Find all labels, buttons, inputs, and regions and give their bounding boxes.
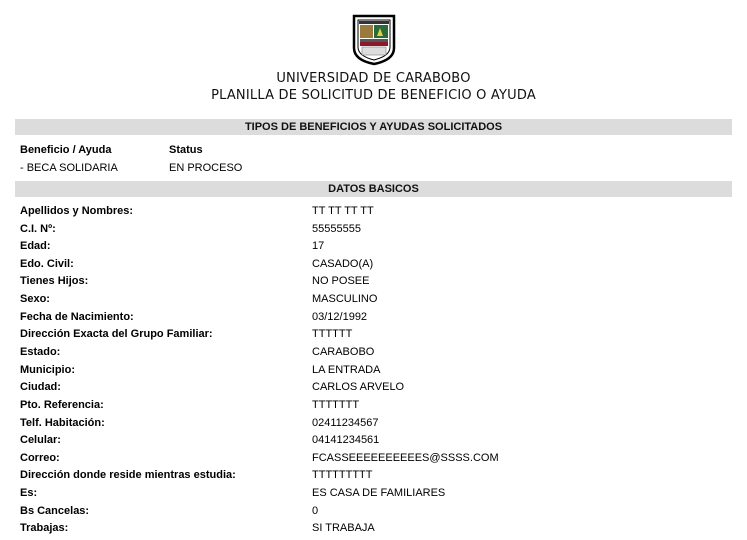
- field-value: CASADO(A): [312, 258, 374, 270]
- field-row-study-address: [0, 469, 747, 487]
- field-label: Telf. Habitación:: [20, 417, 105, 429]
- field-label: Es:: [20, 487, 38, 499]
- field-value: 04141234561: [312, 434, 380, 446]
- field-value: FCASSEEEEEEEEEES@SSSS.COM: [312, 452, 499, 464]
- field-row-children: [0, 275, 747, 293]
- field-label: Municipio:: [20, 364, 75, 376]
- field-row-age: [0, 240, 747, 258]
- field-row-family-address: [0, 328, 747, 346]
- field-label: Pto. Referencia:: [20, 399, 104, 411]
- field-row-city: [0, 381, 747, 399]
- field-label: C.I. Nº:: [20, 223, 56, 235]
- field-label: Bs Cancelas:: [20, 505, 90, 517]
- field-value: 02411234567: [312, 417, 379, 429]
- field-row-full-name: [0, 205, 747, 223]
- field-value: NO POSEE: [312, 275, 370, 287]
- field-row-email: [0, 452, 747, 470]
- benefit-status: EN PROCESO: [169, 162, 243, 174]
- field-row-state: [0, 346, 747, 364]
- field-row-civil-status: [0, 258, 747, 276]
- benefits-section-header: TIPOS DE BENEFICIOS Y AYUDAS SOLICITADOS: [15, 119, 732, 135]
- field-row-cellphone: [0, 434, 747, 452]
- form-title: PLANILLA DE SOLICITUD DE BENEFICIO O AYUDA: [211, 88, 536, 103]
- field-label: Edo. Civil:: [20, 258, 74, 270]
- basic-data-section-header: DATOS BASICOS: [15, 181, 732, 197]
- field-label: Correo:: [20, 452, 60, 464]
- field-value: TTTTTTT: [312, 399, 360, 411]
- field-label: Dirección Exacta del Grupo Familiar:: [20, 328, 213, 340]
- field-label: Celular:: [20, 434, 61, 446]
- field-value: TT TT TT TT: [312, 205, 374, 217]
- field-label: Fecha de Nacimiento:: [20, 311, 134, 323]
- field-row-works: [0, 522, 747, 540]
- field-value: MASCULINO: [312, 293, 378, 305]
- field-label: Trabajas:: [20, 522, 69, 534]
- field-label: Ciudad:: [20, 381, 61, 393]
- field-value: 03/12/1992: [312, 311, 368, 323]
- field-value: SI TRABAJA: [312, 522, 375, 534]
- field-label: Estado:: [20, 346, 61, 358]
- field-row-home-phone: [0, 417, 747, 435]
- field-row-birth-date: [0, 311, 747, 329]
- benefit-name: - BECA SOLIDARIA: [20, 162, 118, 174]
- field-value: 55555555: [312, 223, 361, 235]
- field-label: Apellidos y Nombres:: [20, 205, 134, 217]
- field-row-housing-type: [0, 487, 747, 505]
- field-value: ES CASA DE FAMILIARES: [312, 487, 446, 499]
- field-label: Sexo:: [20, 293, 50, 305]
- field-value: CARABOBO: [312, 346, 375, 358]
- field-row-ci: [0, 223, 747, 241]
- field-row-municipality: [0, 364, 747, 382]
- field-value: LA ENTRADA: [312, 364, 381, 376]
- field-row-sex: [0, 293, 747, 311]
- field-value: 0: [312, 505, 319, 517]
- field-row-reference-point: [0, 399, 747, 417]
- field-label: Tienes Hijos:: [20, 275, 89, 287]
- field-label: Edad:: [20, 240, 51, 252]
- university-name: UNIVERSIDAD DE CARABOBO: [276, 71, 471, 86]
- field-value: TTTTTTTTT: [312, 469, 373, 481]
- field-label: Dirección donde reside mientras estudia:: [20, 469, 236, 481]
- field-value: TTTTTT: [312, 328, 353, 340]
- field-row-amount-paid: [0, 505, 747, 523]
- university-crest-icon: [352, 14, 396, 66]
- column-header-status: Status: [169, 144, 203, 156]
- field-value: 17: [312, 240, 325, 252]
- column-header-benefit: Beneficio / Ayuda: [20, 144, 112, 156]
- field-value: CARLOS ARVELO: [312, 381, 405, 393]
